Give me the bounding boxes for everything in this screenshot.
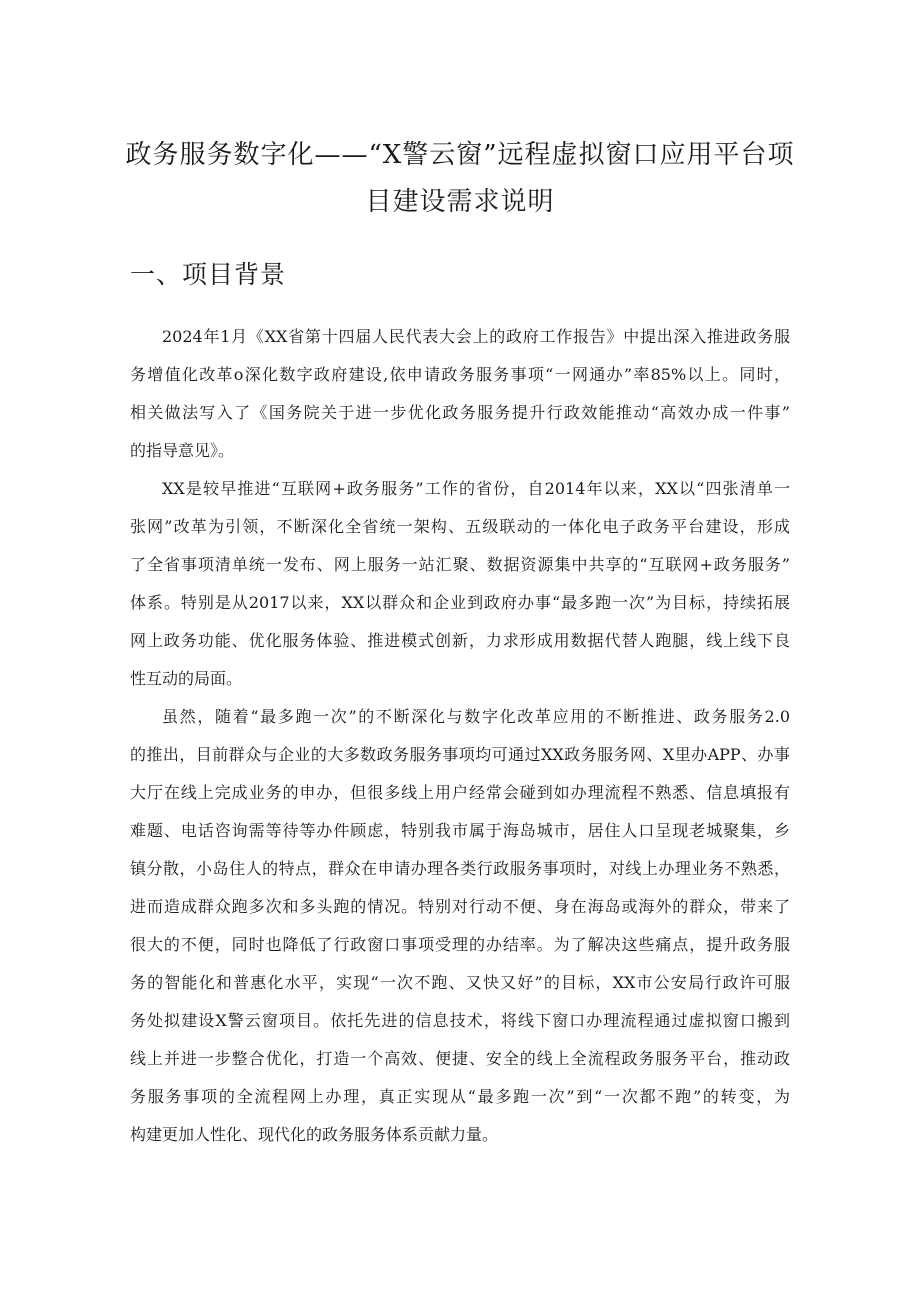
paragraph-line: 2024年1月《XX省第十四届人民代表大会上的政府工作报告》中提出深入推进政务服 <box>162 327 790 346</box>
paragraph-line: 张网”改革为引领，不断深化全省统一架构、五级联动的一体化电子政务平台建设，形成 <box>130 517 790 536</box>
paragraph-line: 镇分散，小岛住人的特点，群众在申请办理各类行政服务事项时，对线上办理业务不熟悉， <box>130 859 790 878</box>
paragraph-line: 线上并进一步整合优化，打造一个高效、便捷、安全的线上全流程政务服务平台，推动政 <box>130 1049 790 1068</box>
paragraph-line: 务处拟建设X警云窗项目。依托先进的信息技术，将线下窗口办理流程通过虚拟窗口搬到 <box>130 1011 790 1030</box>
paragraph-line: 体系。特别是从2017以来，XX以群众和企业到政府办事“最多跑一次”为目标，持续拓展 <box>130 593 790 612</box>
paragraph-line: 性互动的局面。 <box>130 669 243 688</box>
paragraph-line: XX是较早推进“互联网+政务服务”工作的省份，自2014年以来，XX以“四张清单一 <box>162 479 790 498</box>
paragraph-line: 的推出，目前群众与企业的大多数政务服务事项均可通过XX政务服务网、X里办APP、办事 <box>130 745 790 764</box>
section-heading: 一、项目背景 <box>130 260 287 289</box>
document-title-line-2: 目建设需求说明 <box>365 187 555 217</box>
paragraph-line: 网上政务功能、优化服务体验、推进模式创新，力求形成用数据代替人跑腿，线上线下良 <box>130 631 790 650</box>
document-title-line-1: 政务服务数字化——“X警云窗”远程虚拟窗口应用平台项 <box>125 140 795 170</box>
paragraph-line: 大厅在线上完成业务的申办，但很多线上用户经常会碰到如办理流程不熟悉、信息填报有 <box>130 783 790 802</box>
paragraph-line: 很大的不便，同时也降低了行政窗口事项受理的办结率。为了解决这些痛点，提升政务服 <box>130 935 790 954</box>
paragraph-line: 构建更加人性化、现代化的政务服务体系贡献力量。 <box>130 1125 499 1144</box>
paragraph-line: 了全省事项清单统一发布、网上服务一站汇聚、数据资源集中共享的“互联网+政务服务” <box>130 555 790 574</box>
paragraph-line: 的指导意见》。 <box>130 441 235 460</box>
paragraph-line: 务的智能化和普惠化水平，实现“一次不跑、又快又好”的目标，XX市公安局行政许可服 <box>130 973 790 992</box>
paragraph-line: 务增值化改革o深化数字政府建设,依申请政务服务事项“一网通办”率85%以上。同时， <box>130 365 790 384</box>
paragraph-line: 相关做法写入了《国务院关于进一步优化政务服务提升行政效能推动“高效办成一件事” <box>130 403 790 422</box>
paragraph-line: 务服务事项的全流程网上办理，真正实现从“最多跑一次”到“一次都不跑”的转变，为 <box>130 1087 790 1106</box>
paragraph-line: 虽然，随着“最多跑一次”的不断深化与数字化改革应用的不断推进、政务服务2.0 <box>162 707 790 726</box>
paragraph-line: 难题、电话咨询需等待等办件顾虑，特别我市属于海岛城市，居住人口呈现老城聚集，乡 <box>130 821 790 840</box>
paragraph-line: 进而造成群众跑多次和多头跑的情况。特别对行动不便、身在海岛或海外的群众，带来了 <box>130 897 790 916</box>
